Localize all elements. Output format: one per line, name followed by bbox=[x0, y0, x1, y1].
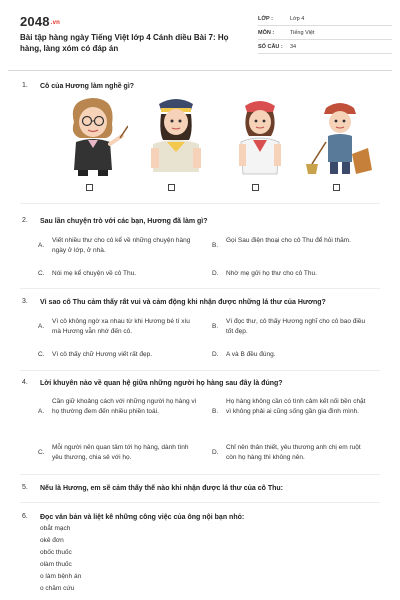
divider bbox=[20, 203, 380, 204]
teacher-illustration bbox=[58, 92, 128, 178]
option-letter: B. bbox=[212, 408, 219, 415]
answer-checkbox-c[interactable] bbox=[252, 184, 259, 191]
option-text: A và B đều đúng. bbox=[226, 351, 276, 358]
question-text: Đọc văn bản và liệt kê những công việc của ông nội bạn nhỏ: bbox=[40, 514, 245, 521]
option-text: Họ hàng không cần có tình cảm kết nối bền chặt vì không phải ai cũng sống gần gia đình mình. bbox=[226, 398, 366, 415]
option-letter: A. bbox=[38, 242, 45, 249]
option-letter: B. bbox=[212, 323, 219, 330]
divider bbox=[20, 474, 380, 475]
option-text: Chỉ nên thân thiết, yêu thương anh chị em ruột còn họ hàng thì không nên. bbox=[226, 444, 361, 461]
option-text: Nói mẹ kể chuyện về cô Thu. bbox=[52, 270, 137, 277]
meta-row-count bbox=[258, 40, 392, 54]
question-number: 6. bbox=[22, 513, 28, 520]
option-text: Mỗi người nên quan tâm tới họ hàng, dành tình yêu thương, chia sẻ với họ. bbox=[52, 444, 189, 461]
meta-table bbox=[258, 12, 392, 54]
option-text: Vì cô thấy chữ Hương viết rất đẹp. bbox=[52, 351, 153, 358]
option-text: Vì đọc thư, cô thấy Hương nghĩ cho cô bao điều tốt đẹp. bbox=[226, 318, 366, 335]
divider bbox=[20, 288, 380, 289]
logo-number: 2048 bbox=[20, 14, 50, 29]
option-text: Gọi Sau điện thoại cho cô Thu để hỏi thăm. bbox=[226, 237, 351, 244]
meta-key: SỐ CÂU : bbox=[258, 43, 283, 50]
list-item: o chăm cứu bbox=[40, 585, 75, 592]
option-letter: D. bbox=[212, 449, 219, 456]
police-illustration bbox=[141, 92, 211, 178]
list-item: obốc thuốc bbox=[40, 549, 72, 556]
answer-checkbox-d[interactable] bbox=[333, 184, 340, 191]
question-text: Sau lần chuyện trò với các bạn, Hương đã làm gì? bbox=[40, 218, 208, 225]
meta-value: 34 bbox=[290, 43, 297, 50]
option-text: Cần giữ khoảng cách với những người họ hàng vì họ thường đem đến nhiều phiền toái. bbox=[52, 398, 197, 415]
cleaner-illustration bbox=[304, 92, 374, 178]
option-text: Viết nhiều thư cho cô kể về những chuyện hàng ngày ở lớp, ở nhà. bbox=[52, 237, 191, 254]
meta-key: LỚP : bbox=[258, 15, 273, 22]
meta-row-subject bbox=[258, 26, 392, 40]
nurse-illustration bbox=[225, 92, 295, 178]
answer-checkbox-b[interactable] bbox=[168, 184, 175, 191]
option-letter: A. bbox=[38, 408, 45, 415]
divider bbox=[20, 370, 380, 371]
question-number: 1. bbox=[22, 82, 28, 89]
list-item: okê đơn bbox=[40, 537, 64, 544]
question-number: 3. bbox=[22, 298, 28, 305]
site-logo[interactable] bbox=[20, 14, 60, 29]
option-letter: B. bbox=[212, 242, 219, 249]
option-letter: C. bbox=[38, 351, 45, 358]
meta-value: Lớp 4 bbox=[290, 15, 305, 22]
question-number: 2. bbox=[22, 217, 28, 224]
question-text: Cô của Hương làm nghề gì? bbox=[40, 83, 135, 90]
question-text: Vì sao cô Thu cảm thấy rất vui và cảm động khi nhận được những lá thư của Hương? bbox=[40, 299, 326, 306]
header bbox=[8, 12, 392, 64]
logo-domain: .vn bbox=[50, 20, 61, 26]
meta-row-grade bbox=[258, 12, 392, 26]
header-divider bbox=[8, 70, 392, 71]
option-letter: C. bbox=[38, 449, 45, 456]
question-text: Nếu là Hương, em sẽ cảm thấy thế nào khi nhận được lá thư của cô Thu: bbox=[40, 485, 283, 492]
option-letter: C. bbox=[38, 270, 45, 277]
question-text: Lời khuyên nào về quan hệ giữa những người họ hàng sau đây là đúng? bbox=[40, 380, 283, 387]
option-letter: A. bbox=[38, 323, 45, 330]
divider bbox=[20, 502, 380, 503]
answer-checkbox-a[interactable] bbox=[86, 184, 93, 191]
document-title: Bài tập hàng ngày Tiếng Việt lớp 4 Cánh diều Bài 7: Họ hàng, làng xóm có đáp án bbox=[20, 33, 229, 53]
question-number: 4. bbox=[22, 379, 28, 386]
list-item: obắt mạch bbox=[40, 525, 71, 532]
list-item: olàm thuốc bbox=[40, 561, 72, 568]
option-letter: D. bbox=[212, 351, 219, 358]
option-text: Vì cô không ngờ xa nhau từ khi Hương bé tí xíu mà Hương vẫn nhớ đến cô. bbox=[52, 318, 190, 335]
meta-value: Tiếng Việt bbox=[290, 29, 315, 36]
list-item: o làm bệnh án bbox=[40, 573, 82, 580]
meta-key: MÔN : bbox=[258, 29, 275, 36]
option-text: Nhờ mẹ gửi họ thư cho cô Thu. bbox=[226, 270, 317, 277]
option-letter: D. bbox=[212, 270, 219, 277]
question-number: 5. bbox=[22, 484, 28, 491]
